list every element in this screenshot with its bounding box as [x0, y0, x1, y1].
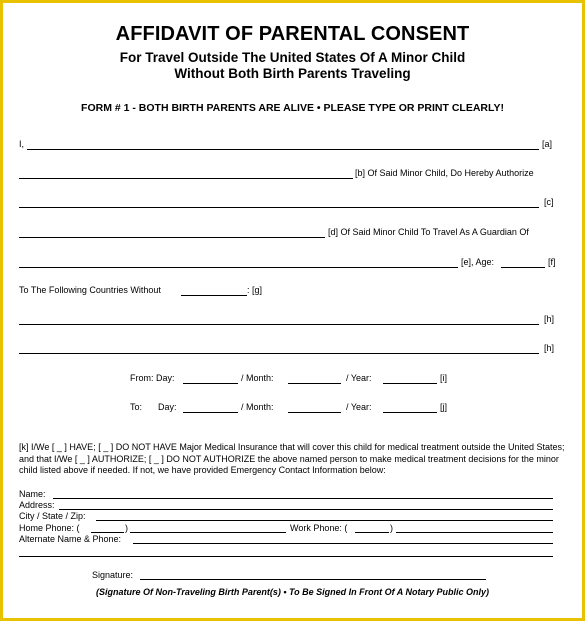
- line-h-label-2: [h]: [544, 343, 555, 353]
- to-year-field[interactable]: [383, 412, 437, 413]
- to-month-field[interactable]: [288, 412, 341, 413]
- contact-name-field[interactable]: [53, 498, 553, 499]
- from-month-label: / Month:: [241, 373, 274, 383]
- from-day-field[interactable]: [183, 383, 238, 384]
- signature-note: (Signature Of Non-Traveling Birth Parent(s) • To Be Signed In Front Of A Notary Public Only): [95, 587, 489, 597]
- line-g-label: : [g]: [247, 285, 263, 295]
- field-h-line-2[interactable]: [19, 353, 539, 354]
- line-a-prefix: I,: [19, 139, 25, 149]
- from-month-field[interactable]: [288, 383, 341, 384]
- from-year-field[interactable]: [383, 383, 437, 384]
- insurance-paragraph: [k] I/We [ _ ] HAVE; [ _ ] DO NOT HAVE Major Medical Insurance that will cover this child for medical treatment outside the United States; and that I/We [ _ ] AUTHORIZE; [ _ ] DO NOT AUTHORIZE the above named person to make medical treatment decisions for the minor child listed above if needed. If not, we have provided Emergency Contact Information below:: [19, 442, 565, 475]
- line-g-prefix: To The Following Countries Without: [19, 285, 161, 295]
- field-e-line[interactable]: [19, 267, 458, 268]
- signature-field[interactable]: [140, 579, 486, 580]
- home-phone-label: Home Phone: (: [19, 523, 80, 533]
- work-phone-close: ): [390, 523, 393, 533]
- work-phone-area-field[interactable]: [355, 532, 389, 533]
- to-day-label: Day:: [158, 402, 177, 412]
- line-a-label: [a]: [542, 139, 553, 149]
- home-phone-area-field[interactable]: [91, 532, 124, 533]
- field-b-line[interactable]: [19, 178, 353, 179]
- contact-address-field[interactable]: [59, 509, 553, 510]
- field-a-line[interactable]: [27, 149, 539, 150]
- field-c-line[interactable]: [19, 207, 539, 208]
- to-j-label: [j]: [440, 402, 448, 412]
- home-phone-close: ): [125, 523, 128, 533]
- home-phone-number-field[interactable]: [130, 532, 286, 533]
- to-month-label: / Month:: [241, 402, 274, 412]
- contact-address-label: Address:: [19, 500, 55, 510]
- contact-name-label: Name:: [19, 489, 46, 499]
- alternate-field-2[interactable]: [19, 556, 553, 557]
- document-subtitle-1: For Travel Outside The United States Of A Minor Child: [119, 50, 466, 65]
- line-b-label: [b] Of Said Minor Child, Do Hereby Authorize: [355, 168, 534, 178]
- to-label: To:: [130, 402, 143, 412]
- alternate-field-1[interactable]: [133, 543, 553, 544]
- field-g-line[interactable]: [181, 295, 247, 296]
- document-title: AFFIDAVIT OF PARENTAL CONSENT: [115, 23, 470, 45]
- form-instruction: FORM # 1 - BOTH BIRTH PARENTS ARE ALIVE • PLEASE TYPE OR PRINT CLEARLY!: [81, 102, 504, 114]
- field-h-line-1[interactable]: [19, 324, 539, 325]
- line-e-label: [e], Age:: [461, 257, 495, 267]
- line-f-label: [f]: [548, 257, 556, 267]
- field-d-line[interactable]: [19, 237, 325, 238]
- alternate-label: Alternate Name & Phone:: [19, 534, 122, 544]
- to-year-label: / Year:: [346, 402, 372, 412]
- contact-city-label: City / State / Zip:: [19, 511, 86, 521]
- signature-label: Signature:: [92, 570, 134, 580]
- from-day-label: From: Day:: [130, 373, 175, 383]
- contact-city-field[interactable]: [96, 520, 553, 521]
- field-f-line[interactable]: [501, 267, 545, 268]
- line-c-label: [c]: [544, 197, 554, 207]
- affidavit-document: [3, 3, 582, 618]
- work-phone-label: Work Phone: (: [290, 523, 348, 533]
- document-subtitle-2: Without Both Birth Parents Traveling: [174, 66, 411, 81]
- line-d-label: [d] Of Said Minor Child To Travel As A Guardian Of: [328, 227, 529, 237]
- work-phone-number-field[interactable]: [396, 532, 553, 533]
- to-day-field[interactable]: [183, 412, 238, 413]
- from-i-label: [i]: [440, 373, 448, 383]
- line-h-label-1: [h]: [544, 314, 555, 324]
- from-year-label: / Year:: [346, 373, 372, 383]
